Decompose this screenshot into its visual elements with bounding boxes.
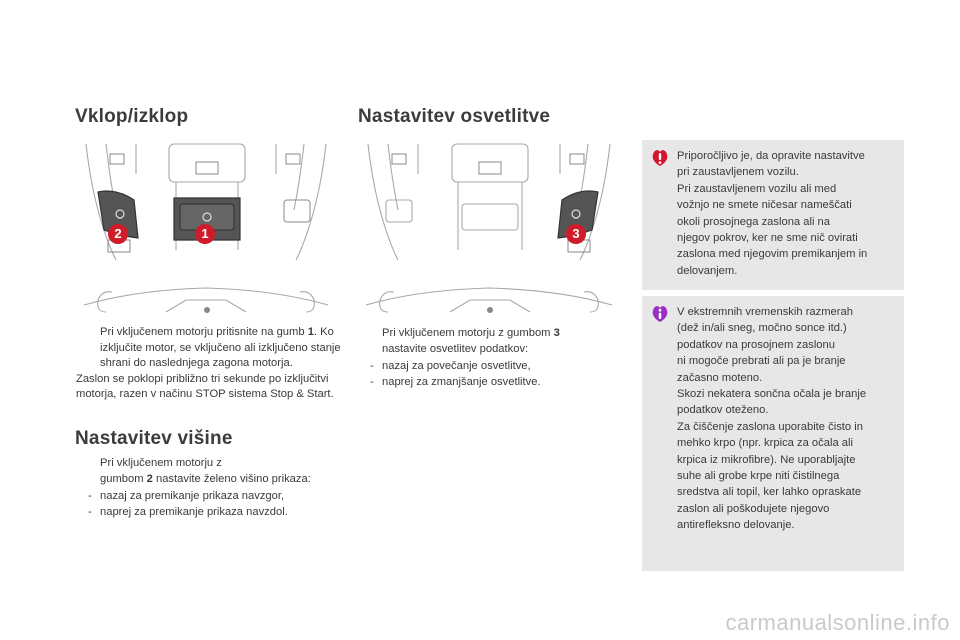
- info-line: sredstva ali topil, ker lahko opraskate: [677, 486, 862, 499]
- warning-line: njegov pokrov, ker ne sme nič ovirati: [677, 232, 858, 245]
- on-off-text-part1: Pri vključenem motorju pritisnite na gumb: [100, 326, 308, 338]
- brightness-line1-prefix: Pri vključenem motorju z gumbom: [382, 327, 554, 339]
- brightness-item-text: naprej za zmanjšanje osvetlitve.: [382, 376, 541, 389]
- heading-brightness: Nastavitev osvetlitve: [358, 106, 551, 127]
- dash-marker: -: [88, 489, 92, 502]
- height-item: [76, 488, 351, 504]
- callout-3-right: [566, 224, 586, 244]
- info-icon: [650, 304, 670, 324]
- callout-number: 2: [114, 226, 122, 241]
- info-line: krpica iz mikrofibre). Ne uporabljajte: [677, 453, 856, 466]
- info-text: [677, 304, 896, 534]
- height-line1: Pri vključenem motorju z: [100, 457, 222, 469]
- brightness-bullet: [358, 325, 628, 358]
- height-item: [76, 504, 351, 520]
- info-line: Skozi nekatera sončna očala je branje: [677, 388, 867, 401]
- info-line: V ekstremnih vremenskih razmerah: [677, 306, 853, 318]
- height-item-text: naprej za premikanje prikaza navzdol.: [100, 506, 288, 519]
- on-off-note: Zaslon se poklopi približno tri sekunde po izključitvi motorja, razen v načinu STOP sistema Stop & Start.: [76, 372, 334, 400]
- dash-marker: -: [370, 376, 374, 389]
- info-line: zaslon ali poškodujete njegovo: [677, 502, 830, 515]
- info-line: začasno moteno.: [677, 371, 763, 384]
- dash-marker: -: [370, 359, 374, 372]
- callout-number: 3: [572, 226, 580, 241]
- warning-line: delovanjem.: [677, 264, 738, 277]
- watermark: carmanualsonline.info: [725, 610, 950, 635]
- warning-line: Priporočljivo je, da opravite nastavitve: [677, 150, 865, 162]
- warning-line: vožnjo ne smete ničesar nameščati: [677, 199, 852, 212]
- heading-on-off: Vklop/izklop: [75, 106, 189, 127]
- on-off-text-block: [76, 325, 348, 403]
- brightness-item: [358, 374, 628, 390]
- callout-1-left: [195, 224, 215, 244]
- callout-number: 1: [201, 226, 209, 241]
- info-line: podatkov na prosojnem zaslonu: [677, 338, 835, 351]
- info-line: (dež in/ali sneg, močno sonce itd.): [677, 322, 847, 335]
- warning-line: pri zaustavljenem vozilu.: [677, 166, 799, 179]
- warning-text: [677, 148, 896, 279]
- on-off-text-part2: . Ko izključite motor, se vključeno ali izključeno stanje shrani do naslednjega zagona motorja.: [100, 326, 341, 369]
- brightness-line2: nastavite osvetlitev podatkov:: [382, 343, 529, 356]
- on-off-bullet: [76, 325, 348, 372]
- height-button-number: 2: [146, 473, 153, 486]
- height-line2-prefix: gumbom: [100, 473, 147, 486]
- warning-line: Pri zaustavljenem vozilu ali med: [677, 182, 837, 195]
- warning-box: [642, 140, 904, 290]
- info-line: podatkov oteženo.: [677, 404, 769, 417]
- info-line: suhe ali grobe krpe niti čistilnega: [677, 470, 840, 483]
- info-line: Za čiščenje zaslona uporabite čisto in: [677, 420, 863, 433]
- brightness-text-block: [358, 325, 628, 391]
- height-item-text: nazaj za premikanje prikaza navzgor,: [100, 489, 285, 502]
- warning-exclamation-icon: [650, 148, 670, 168]
- brightness-button-number: 3: [553, 327, 560, 339]
- callout-2-left: [108, 224, 128, 244]
- warning-line: okoli prosojnega zaslona ali na: [677, 215, 830, 228]
- warning-line: zaslona med njegovim premikanjem in: [677, 248, 868, 261]
- height-bullet: [76, 455, 351, 488]
- heading-height-adjust: Nastavitev višine: [75, 428, 233, 449]
- brightness-item: [358, 358, 628, 374]
- on-off-button-number: 1: [307, 326, 314, 338]
- dash-marker: -: [88, 506, 92, 519]
- height-text-block: [76, 455, 351, 521]
- info-line: antirefleksno delovanje.: [677, 519, 795, 532]
- info-line: mehko krpo (npr. krpica za očala ali: [677, 437, 853, 450]
- info-box: [642, 296, 904, 571]
- brightness-item-text: nazaj za povečanje osvetlitve,: [382, 359, 531, 372]
- info-line: ni mogoče prebrati ali pa je branje: [677, 355, 846, 368]
- height-line2-suffix: nastavite želeno višino prikaza:: [152, 473, 311, 486]
